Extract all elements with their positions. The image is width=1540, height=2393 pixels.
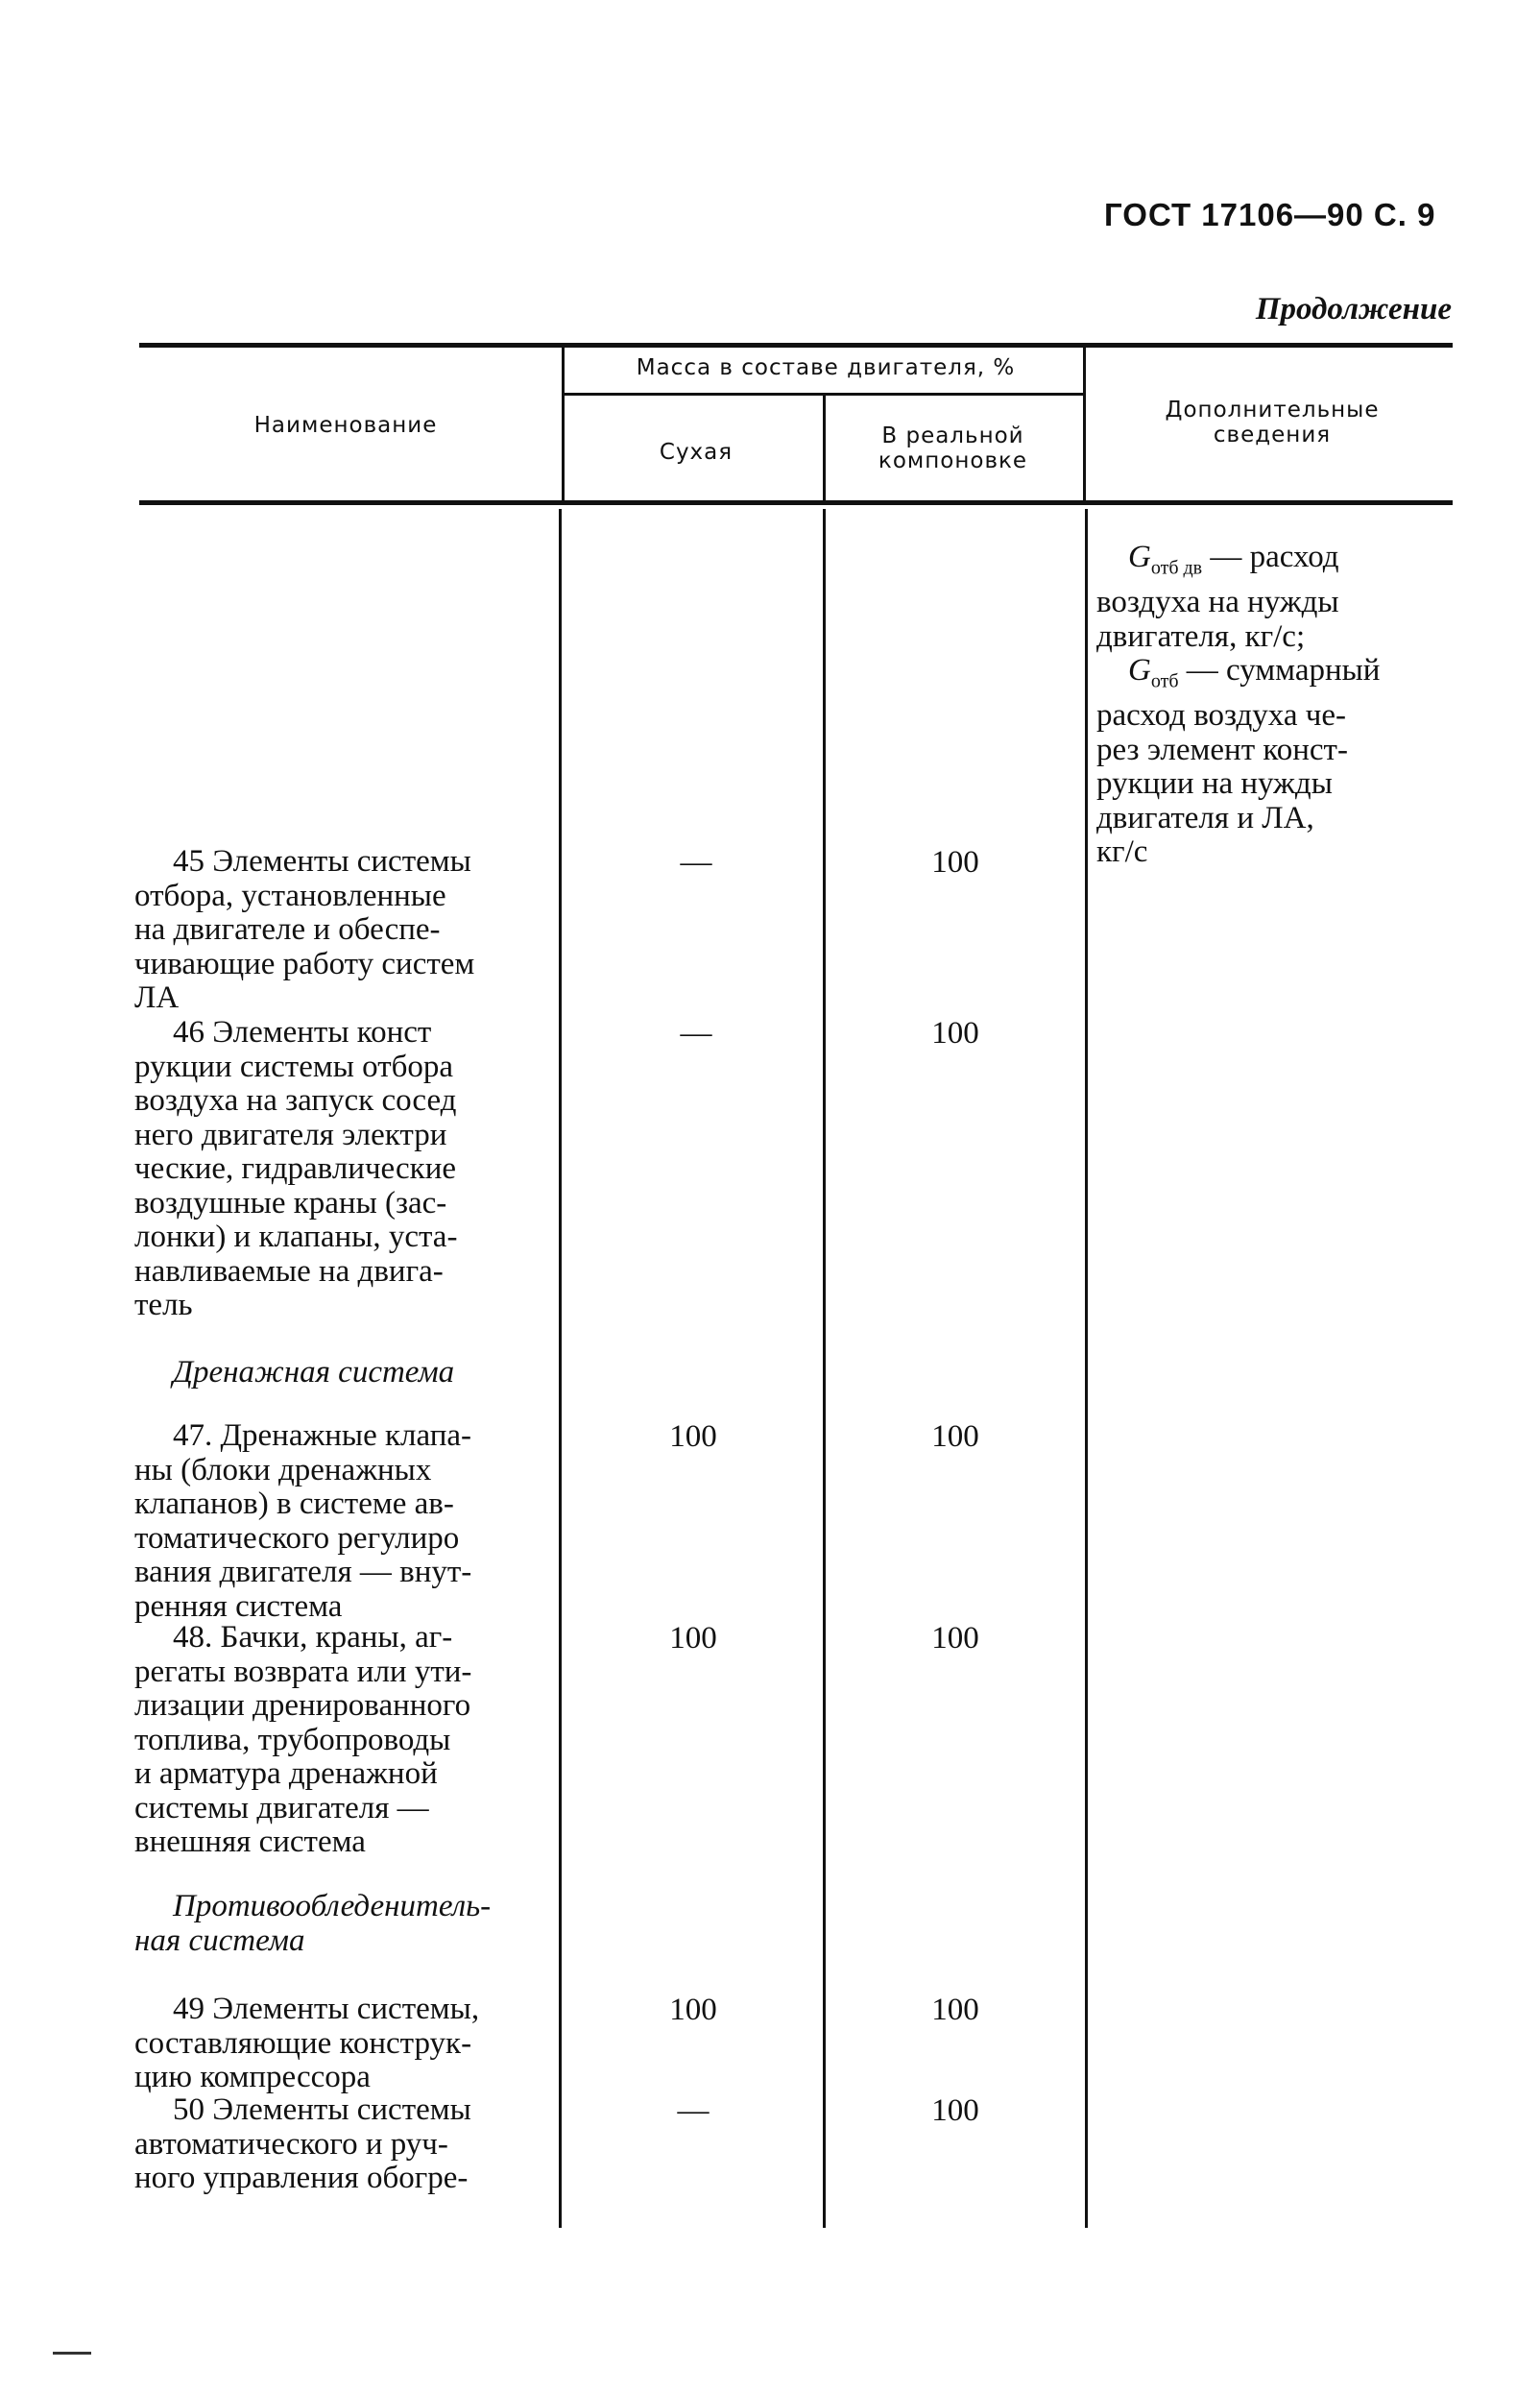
row-46-line: ческие, гидравлические (134, 1151, 457, 1186)
note-line-4: $G_{отб}$ — суммарный (1128, 653, 1381, 692)
row-50-name (134, 2093, 547, 2196)
row-46-line: него двигателя электри (134, 1117, 447, 1152)
header-real-line-1: В реальной (881, 423, 1024, 448)
row-50-line: ного управления обогре- (134, 2161, 469, 2195)
col-rule-name-body (559, 509, 562, 2228)
header-extra (1095, 398, 1450, 447)
row-49-name (134, 1993, 547, 2095)
row-47-real: 100 (931, 1419, 979, 1454)
row-48-line: лизации дренированного (134, 1688, 471, 1723)
row-47-name (134, 1419, 547, 1624)
row-45-line: чивающие работу систем (134, 946, 475, 981)
header-real-line-2: компоновке (878, 448, 1028, 473)
row-47-line: 47. Дренажные клапа- (173, 1418, 472, 1453)
row-49-real: 100 (931, 1993, 979, 2027)
row-47-line: ны (блоки дренажных (134, 1452, 432, 1487)
row-47-dry: 100 (669, 1419, 717, 1454)
row-48-line: топлива, трубопроводы (134, 1722, 451, 1757)
note-line-9: кг/с (1096, 834, 1148, 870)
section-anti-ice-line-2: ная система (134, 1922, 305, 1958)
note-line-5: расход воздуха че- (1096, 698, 1346, 734)
row-48-line: 48. Бачки, краны, аг- (173, 1620, 453, 1655)
table-top-rule (139, 343, 1453, 348)
scan-mark (53, 2352, 91, 2355)
col-rule-real-body (1085, 509, 1088, 2228)
row-48-line: регаты возврата или ути- (134, 1654, 472, 1689)
note-line-6: рез элемент конст- (1096, 732, 1348, 767)
row-46-line: воздушные краны (зас- (134, 1185, 447, 1221)
row-49-line: цию компрессора (134, 2060, 371, 2094)
row-49-line: 49 Элементы системы, (173, 1992, 480, 2026)
note-text (1096, 541, 1380, 870)
row-46-line: тель (134, 1288, 193, 1322)
col-rule-name (562, 348, 565, 500)
row-45-line: на двигателе и обеспе- (134, 912, 441, 947)
row-49-dry: 100 (669, 1993, 717, 2027)
row-46-line: навливаемые на двига- (134, 1253, 444, 1289)
note-line-3: двигателя, кг/с; (1096, 618, 1306, 654)
row-45-real: 100 (931, 845, 979, 880)
row-48-dry: 100 (669, 1621, 717, 1656)
row-47-line: ренняя система (134, 1588, 343, 1624)
row-46-real: 100 (931, 1016, 979, 1051)
row-45-line: 45 Элементы системы (173, 844, 471, 879)
row-45-name (134, 845, 547, 1016)
header-bottom-rule (139, 500, 1453, 505)
note-line-2: воздуха на нужды (1096, 585, 1339, 620)
note-line-1: $G_{отб дв}$ — расход (1128, 540, 1339, 579)
row-46-dry: — (680, 1016, 712, 1051)
row-45-line: ЛА (134, 980, 180, 1015)
col-rule-real (1083, 348, 1086, 500)
row-46-line: 46 Элементы конст (173, 1015, 432, 1050)
row-48-line: системы двигателя — (134, 1790, 429, 1825)
row-48-real: 100 (931, 1621, 979, 1656)
row-46-line: лонки) и клапаны, уста- (134, 1220, 458, 1254)
section-anti-ice-title (134, 1890, 491, 1958)
header-dry: Сухая (659, 440, 734, 465)
row-48-name (134, 1621, 547, 1860)
row-46-line: воздуха на запуск сосед (134, 1083, 457, 1118)
row-49-line: составляющие конструк- (134, 2025, 472, 2061)
row-45-dry: — (680, 845, 712, 880)
row-48-line: внешняя система (134, 1825, 366, 1859)
continuation-label: Продолжение (1255, 292, 1452, 326)
row-46-line: рукции системы отбора (134, 1049, 454, 1084)
row-47-line: клапанов) в системе ав- (134, 1487, 454, 1521)
section-drain-title: Дренажная система (173, 1355, 455, 1390)
row-47-line: томатического регулиро (134, 1520, 460, 1556)
page-header-title: ГОСТ 17106—90 С. 9 (1104, 197, 1436, 232)
header-name: Наименование (253, 413, 438, 438)
header-mass-group: Масса в составе двигателя, % (636, 355, 1016, 380)
row-50-line: 50 Элементы системы (173, 2092, 471, 2127)
row-50-line: автоматического и руч- (134, 2126, 448, 2162)
header-extra-line-1: Дополнительные (1165, 398, 1380, 423)
section-anti-ice-line-1: Противообледенитель- (173, 1889, 492, 1923)
header-real (826, 423, 1080, 473)
row-46-name (134, 1016, 547, 1323)
row-48-line: и арматура дренажной (134, 1756, 438, 1791)
row-45-line: отбора, установленные (134, 878, 446, 913)
row-50-dry: — (677, 2093, 710, 2128)
row-50-real: 100 (931, 2093, 979, 2128)
header-extra-line-2: сведения (1213, 423, 1332, 447)
note-line-8: двигателя и ЛА, (1096, 800, 1314, 835)
col-rule-dry-body (823, 509, 826, 2228)
note-line-7: рукции на нужды (1096, 766, 1333, 802)
row-47-line: вания двигателя — внут- (134, 1555, 472, 1589)
